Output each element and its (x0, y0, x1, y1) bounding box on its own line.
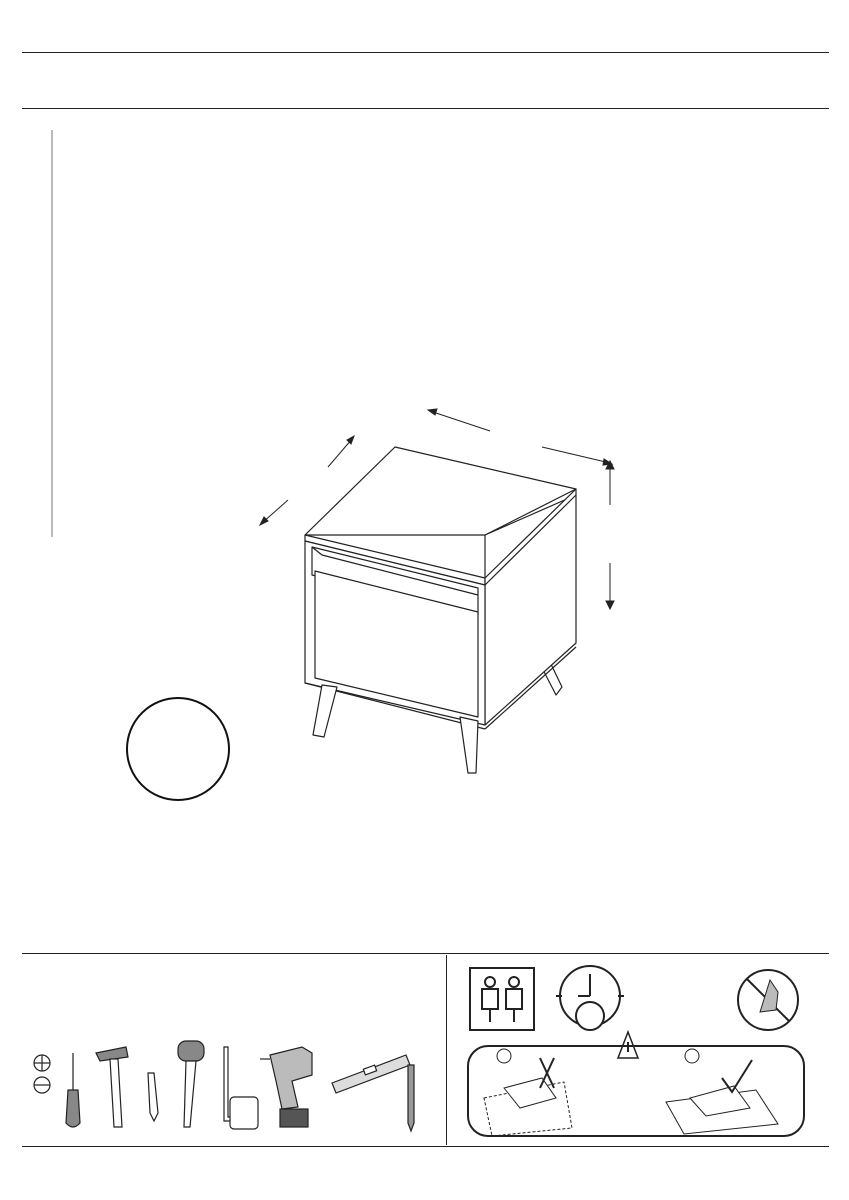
bottom-panel-top-divider (22, 953, 829, 954)
footer-divider (22, 1146, 829, 1147)
level-icon (332, 1055, 410, 1093)
tools-icons (30, 1035, 440, 1135)
correct-surface-icon (666, 1049, 778, 1134)
two-persons-icon (470, 968, 534, 1030)
mallet-icon (178, 1041, 204, 1127)
info-icons (460, 958, 810, 1140)
allen-key-icon (224, 1047, 258, 1129)
wrong-surface-icon (484, 1049, 572, 1136)
nightstand-drawing (240, 395, 640, 785)
header-divider (22, 52, 829, 53)
quantity-badge (126, 697, 230, 801)
hammer-icon (96, 1047, 128, 1127)
clock-icon (556, 966, 624, 1030)
ruler (50, 125, 80, 545)
intro-divider (22, 108, 829, 109)
drill-bit-icon (408, 1065, 414, 1131)
leg-front-left (313, 685, 337, 737)
screwdriver-icon (34, 1053, 80, 1127)
leg-front-right (460, 717, 478, 773)
pencil-icon (148, 1073, 158, 1121)
drill-icon (260, 1047, 312, 1127)
no-children-icon (738, 970, 798, 1030)
bottom-panel-vertical-divider (446, 955, 447, 1145)
